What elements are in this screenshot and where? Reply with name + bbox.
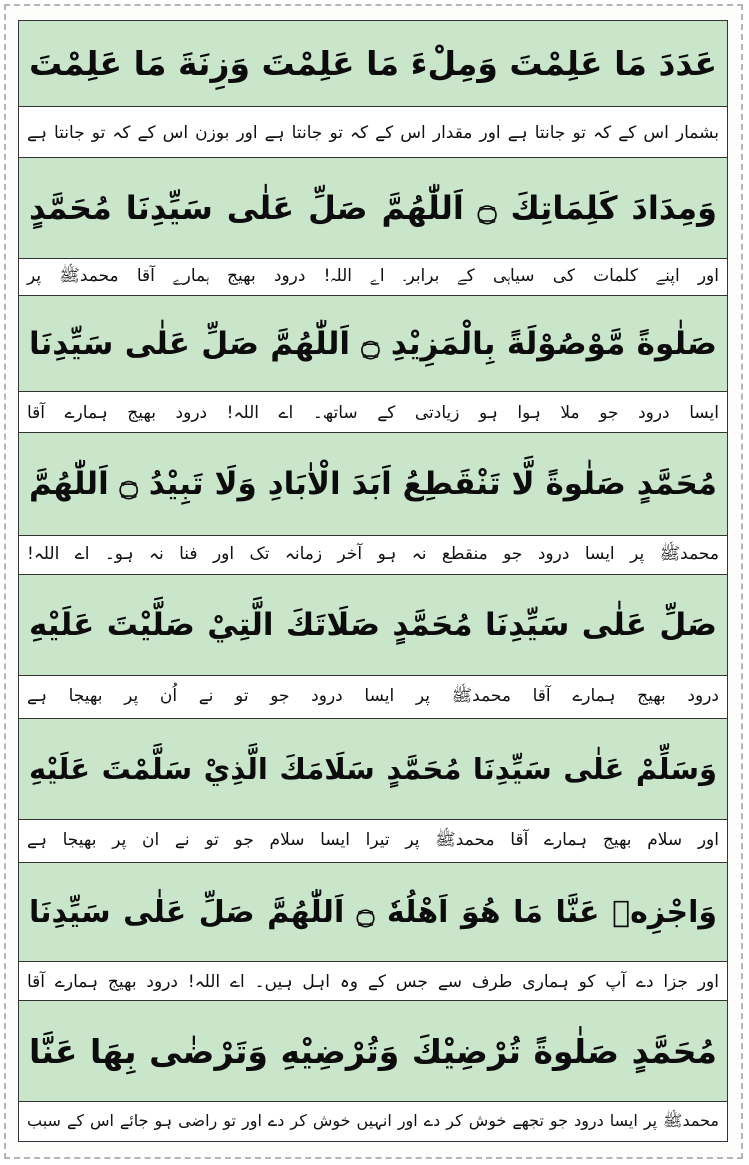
arabic-line-5: صَلِّ عَلٰى سَيِّدِنَا مُحَمَّدٍ صَلَاتَكَ الَّتِيْ صَلَّيْتَ عَلَيْهِ — [19, 575, 727, 675]
urdu-line-6: اور سلام بھیج ہمارے آقا محمدﷺ پر تیرا ایسا سلام جو تو نے ان پر بھیجا ہے — [19, 819, 727, 863]
urdu-line-7: اور جزا دے آپ کو ہماری طرف سے جس کے وہ اہل ہیں۔ اے اللہ! درود بھیج ہمارے آقا — [19, 961, 727, 1001]
urdu-line-2: اور اپنے کلمات کی سیاہی کے برابر۔ اے اللہ! درود بھیج ہمارے آقا محمدﷺ پر — [19, 258, 727, 296]
urdu-line-8: محمدﷺ پر ایسا درود جو تجھے خوش کر دے اور انہیں خوش کر دے اور تو راضی ہو جائے اس کے سبب — [19, 1101, 727, 1142]
arabic-line-8: مُحَمَّدٍ صَلٰوةً تُرْضِيْكَ وَتُرْضِيْهِ وَتَرْضٰى بِهَا عَنَّا — [19, 1001, 727, 1101]
arabic-line-6: وَسَلِّمْ عَلٰى سَيِّدِنَا مُحَمَّدٍ سَلَامَكَ الَّذِيْ سَلَّمْتَ عَلَيْهِ — [19, 719, 727, 819]
urdu-line-5: درود بھیج ہمارے آقا محمدﷺ پر ایسا درود جو تو نے اُن پر بھیجا ہے — [19, 675, 727, 719]
arabic-line-4: مُحَمَّدٍ صَلٰوةً لَّا تَنْقَطِعُ اَبَدَ الْاٰبَادِ وَلَا تَبِيْدُ ۝ اَللّٰهُمَّ — [19, 433, 727, 535]
durood-sheet — [18, 20, 728, 1142]
arabic-line-7: وَاجْزِهٖ عَنَّا مَا هُوَ اَهْلُهٗ ۝ اَللّٰهُمَّ صَلِّ عَلٰى سَيِّدِنَا — [19, 863, 727, 961]
urdu-line-3: ایسا درود جو ملا ہوا ہو زیادتی کے ساتھ۔ اے اللہ! درود بھیج ہمارے آقا — [19, 391, 727, 433]
arabic-line-2: وَمِدَادَ كَلِمَاتِكَ ۝ اَللّٰهُمَّ صَلِّ عَلٰى سَيِّدِنَا مُحَمَّدٍ — [19, 158, 727, 258]
arabic-line-1: عَدَدَ مَا عَلِمْتَ وَمِلْءَ مَا عَلِمْتَ وَزِنَةَ مَا عَلِمْتَ — [19, 21, 727, 106]
urdu-line-1: بشمار اس کے کہ تو جانتا ہے اور مقدار اس کے کہ تو جانتا ہے اور بوزن اس کے کہ تو جانتا ہے — [19, 106, 727, 158]
arabic-line-3: صَلٰوةً مَّوْصُوْلَةً بِالْمَزِيْدِ ۝ اَللّٰهُمَّ صَلِّ عَلٰى سَيِّدِنَا — [19, 296, 727, 391]
urdu-line-4: محمدﷺ پر ایسا درود جو منقطع نہ ہو آخر زمانہ تک اور فنا نہ ہو۔ اے اللہ! — [19, 535, 727, 575]
